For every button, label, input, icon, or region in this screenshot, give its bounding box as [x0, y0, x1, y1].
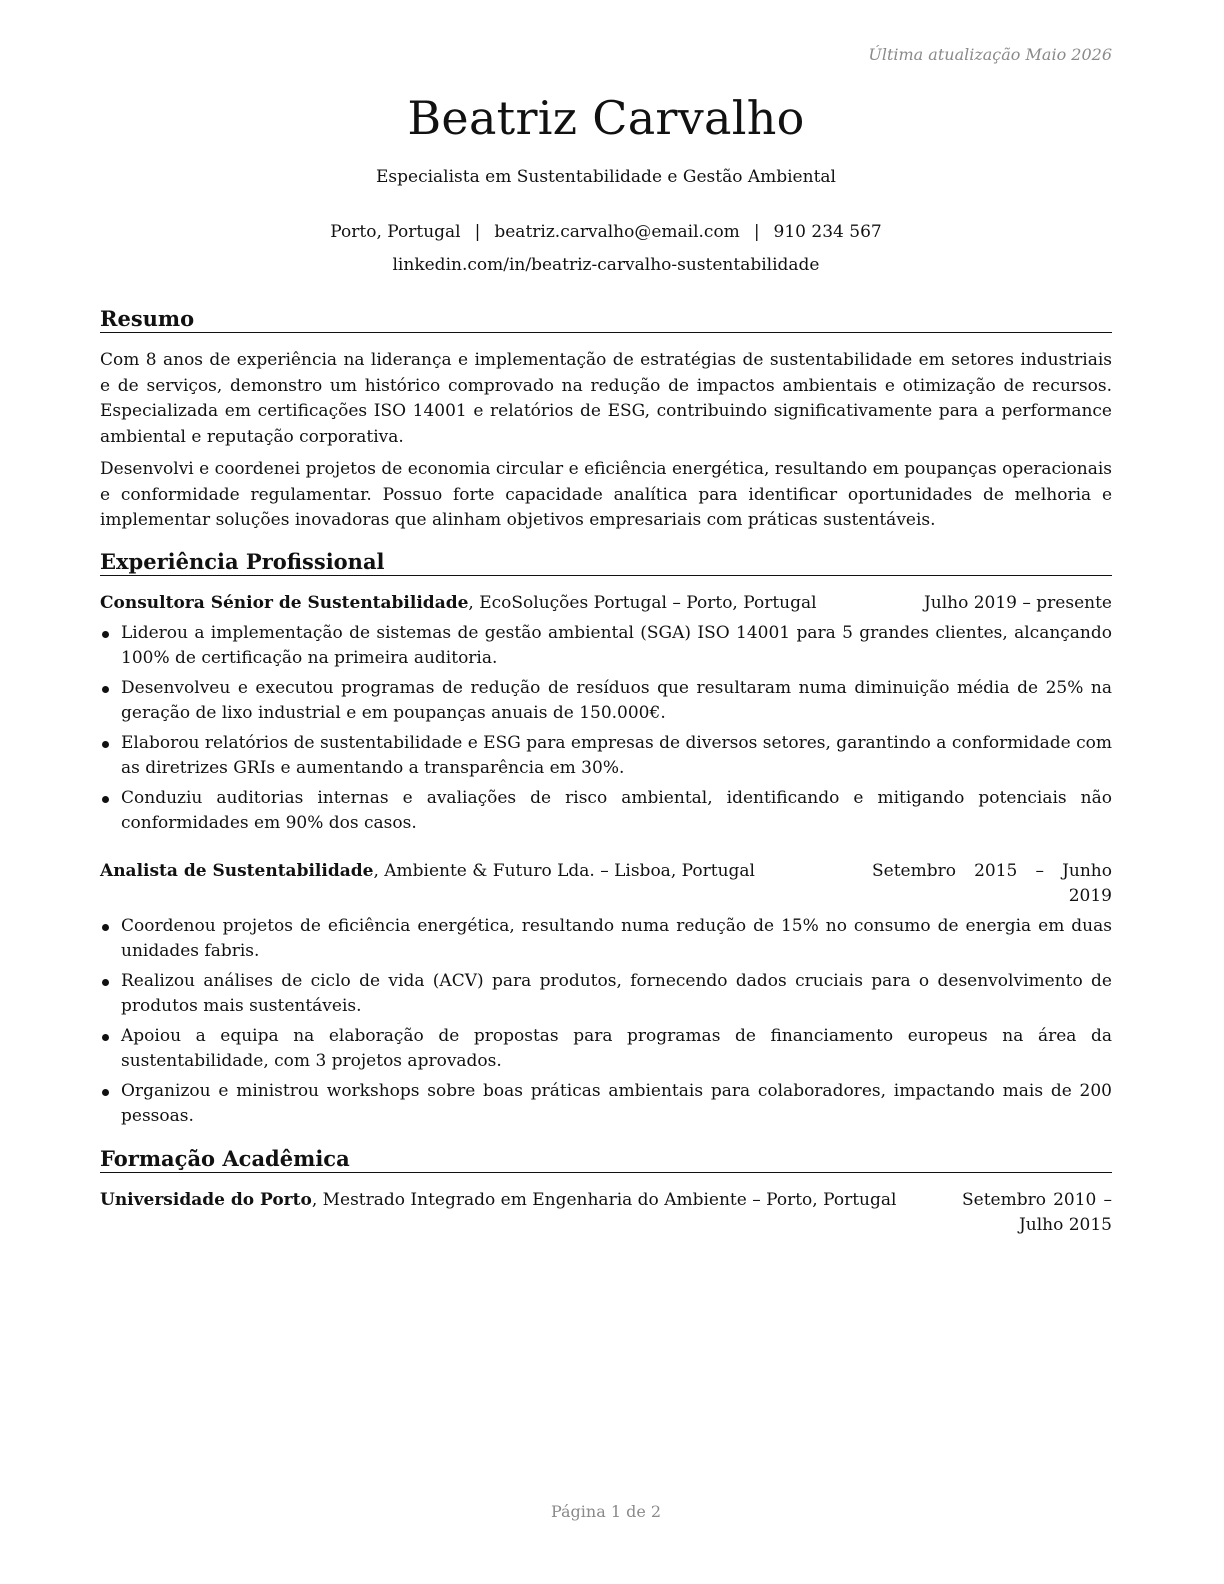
job-header	[100, 859, 1112, 906]
bullet-text: Elaborou relatórios de sustentabilidade e ESG para empresas de diversos setores, garantindo a conformidade com as diretrizes GRIs e aumentando a transparência em 30%.	[121, 733, 1112, 778]
section-title-summary: Resumo	[100, 306, 1112, 333]
list-item	[100, 621, 1112, 671]
job-company: , EcoSoluções Portugal – Porto, Portugal	[468, 593, 817, 613]
contact-line	[100, 220, 1112, 244]
section-title-education: Formação Acadêmica	[100, 1146, 1112, 1173]
page-number: Página 1 de 2	[550, 1502, 662, 1521]
bullet-text: Desenvolveu e executou programas de redução de resíduos que resultaram numa diminuição média de 25% na geração de lixo industrial e em poupanças anuais de 150.000€.	[121, 678, 1112, 723]
resume-page	[100, 0, 1112, 1584]
phone: 910 234 567	[773, 222, 882, 242]
bullet-icon	[102, 631, 109, 638]
bullet-text: Realizou análises de ciclo de vida (ACV) para produtos, fornecendo dados cruciais para o desenvolvimento de produtos mais sustentáveis.	[121, 971, 1112, 1016]
bullet-icon	[102, 979, 109, 986]
separator: |	[474, 222, 481, 242]
job-dates: Setembro 2015 – Junho 2019	[872, 861, 1112, 906]
list-item	[100, 1024, 1112, 1074]
tagline: Especialista em Sustentabilidade e Gestão Ambiental	[376, 167, 836, 187]
email-link[interactable]: beatriz.carvalho@email.com	[494, 222, 740, 242]
bullet-text: Liderou a implementação de sistemas de gestão ambiental (SGA) ISO 14001 para 5 grandes clientes, alcançando 100% de certificação na primeira auditoria.	[121, 623, 1112, 668]
bullet-icon	[102, 796, 109, 803]
bullet-icon	[102, 1089, 109, 1096]
list-item	[100, 786, 1112, 836]
job-bullets	[100, 621, 1112, 841]
linkedin-link[interactable]: linkedin.com/in/beatriz-carvalho-sustentabilidade	[392, 255, 820, 275]
job-dates: Julho 2019 – presente	[923, 593, 1112, 613]
job-bullets	[100, 914, 1112, 1134]
education-dates: Setembro 2010 – Julho 2015	[962, 1190, 1112, 1235]
bullet-icon	[102, 741, 109, 748]
list-item	[100, 1079, 1112, 1129]
last-updated: Última atualização Maio 2026	[868, 45, 1112, 64]
bullet-text: Coordenou projetos de eficiência energética, resultando numa redução de 15% no consumo de energia em duas unidades fabris.	[121, 916, 1112, 961]
summary-paragraph: Desenvolvi e coordenei projetos de economia circular e eficiência energética, resultando em poupanças operacionais e conformidade regulamentar. Possuo forte capacidade analítica para identificar oportunidades de melhoria e implementar soluções inovadoras que alinham objetivos empresariais com práticas sustentáveis.	[100, 459, 1112, 530]
list-item	[100, 676, 1112, 726]
list-item	[100, 969, 1112, 1019]
job-role: Consultora Sénior de Sustentabilidade	[100, 593, 469, 613]
job-header	[100, 591, 1112, 616]
bullet-icon	[102, 924, 109, 931]
summary-paragraph: Com 8 anos de experiência na liderança e implementação de estratégias de sustentabilidade em setores industriais e de serviços, demonstro um histórico comprovado na redução de impactos ambientais e otimização de recursos. Especializada em certificações ISO 14001 e relatórios de ESG, contribuindo significativamente para a performance ambiental e reputação corporativa.	[100, 350, 1112, 447]
section-title-experience: Experiência Profissional	[100, 549, 1112, 576]
bullet-text: Organizou e ministrou workshops sobre boas práticas ambientais para colaboradores, impactando mais de 200 pessoas.	[121, 1081, 1112, 1126]
location: Porto, Portugal	[330, 222, 461, 242]
bullet-text: Apoiou a equipa na elaboração de propostas para programas de financiamento europeus na área da sustentabilidade, com 3 projetos aprovados.	[121, 1026, 1112, 1071]
job-role: Analista de Sustentabilidade	[100, 861, 374, 881]
education-institution: Universidade do Porto	[100, 1190, 312, 1210]
bullet-icon	[102, 1034, 109, 1041]
separator: |	[753, 222, 760, 242]
list-item	[100, 914, 1112, 964]
education-degree: , Mestrado Integrado em Engenharia do Ambiente – Porto, Portugal	[311, 1190, 897, 1210]
education-entry	[100, 1188, 1112, 1235]
bullet-text: Conduziu auditorias internas e avaliações de risco ambiental, identificando e mitigando potenciais não conformidades em 90% dos casos.	[121, 788, 1112, 833]
job-company: , Ambiente & Futuro Lda. – Lisboa, Portugal	[373, 861, 755, 881]
bullet-icon	[102, 686, 109, 693]
candidate-name: Beatriz Carvalho	[407, 91, 805, 145]
list-item	[100, 731, 1112, 781]
